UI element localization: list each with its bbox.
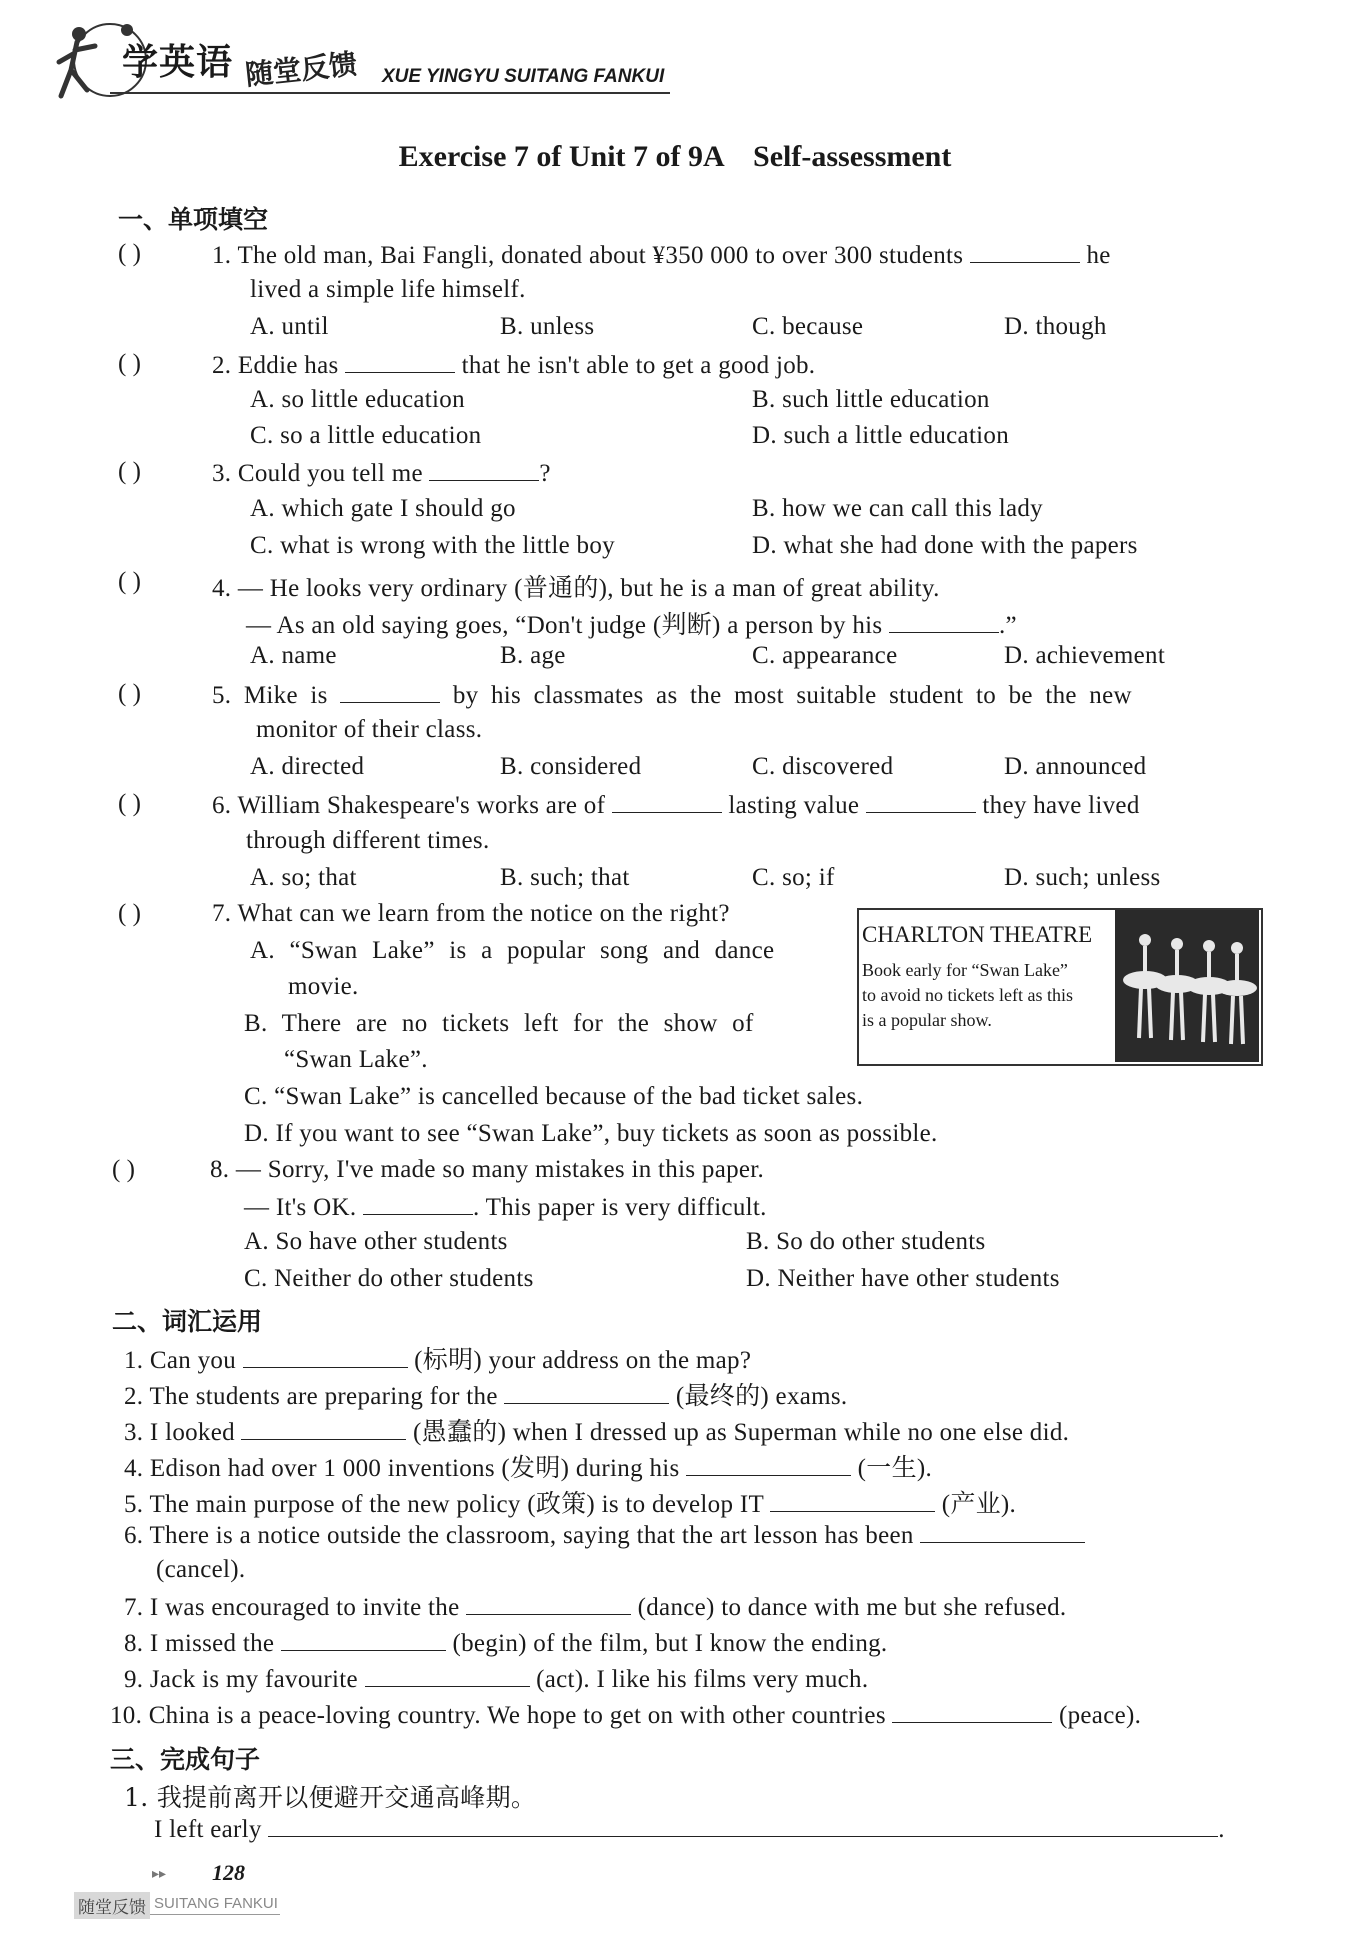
q1-option-a: A. until [250, 313, 329, 340]
question-7: 7. What can we learn from the notice on the right? [212, 900, 730, 927]
question-4: 4. — He looks very ordinary (普通的), but he is a man of great ability. [212, 575, 940, 602]
notice-line-3: is a popular show. [862, 1010, 992, 1030]
vocab-item-4: 4. Edison had over 1 000 inventions (发明) during his (一生). [124, 1455, 933, 1482]
answer-blank[interactable] [970, 240, 1080, 263]
page-title: Exercise 7 of Unit 7 of 9A Self-assessment [398, 140, 952, 173]
q1-option-d: D. though [1004, 313, 1107, 340]
brand-pinyin: XUE YINGYU SUITANG FANKUI [382, 66, 665, 87]
answer-blank[interactable] [281, 1628, 446, 1651]
q2-option-c: C. so a little education [250, 422, 482, 449]
answer-blank[interactable] [243, 1345, 408, 1368]
q5-option-c: C. discovered [752, 753, 894, 780]
q2-option-b: B. such little education [752, 386, 990, 413]
answer-blank[interactable] [466, 1592, 631, 1615]
answer-blank[interactable] [892, 1700, 1052, 1723]
question-3: 3. Could you tell me ? [212, 460, 551, 487]
ballet-dancers-photo [1115, 910, 1259, 1062]
q2-option-d: D. such a little education [752, 422, 1010, 449]
question-8-reply: — It's OK. . This paper is very difficult. [244, 1194, 767, 1221]
q7-option-c: C. “Swan Lake” is cancelled because of the bad ticket sales. [244, 1083, 864, 1110]
question-5-cont: monitor of their class. [256, 716, 483, 743]
vocab-item-9: 9. Jack is my favourite (act). I like his films very much. [124, 1666, 869, 1693]
q3-option-b: B. how we can call this lady [752, 495, 1043, 522]
q6-option-c: C. so; if [752, 864, 835, 891]
q5-option-d: D. announced [1004, 753, 1147, 780]
answer-blank[interactable] [920, 1520, 1085, 1543]
answer-blank[interactable] [365, 1664, 530, 1687]
answer-blank[interactable] [241, 1417, 406, 1440]
footer-tag-pinyin: SUITANG FANKUI [154, 1895, 278, 1912]
answer-blank[interactable] [429, 458, 539, 481]
answer-bracket[interactable]: ( ) [118, 240, 141, 267]
answer-blank[interactable] [504, 1381, 669, 1404]
answer-blank[interactable] [889, 610, 999, 633]
brand-subtitle: 随堂反馈 [243, 47, 359, 92]
question-6: 6. William Shakespeare's works are of lasting value they have lived [212, 792, 1140, 819]
vocab-item-5: 5. The main purpose of the new policy (政策) is to develop IT (产业). [124, 1491, 1017, 1518]
q8-option-c: C. Neither do other students [244, 1265, 534, 1292]
answer-blank[interactable] [866, 790, 976, 813]
page-number: 128 [212, 1860, 245, 1885]
question-5: 5. Mike is by his classmates as the most suitable student to be the new [212, 682, 1132, 709]
footer-tag: 随堂反馈 [74, 1892, 150, 1919]
answer-bracket[interactable]: ( ) [112, 1156, 135, 1183]
q3-option-c: C. what is wrong with the little boy [250, 532, 615, 559]
q5-option-a: A. directed [250, 753, 365, 780]
q7-option-b: B. There are no tickets left for the show of [244, 1010, 754, 1037]
q4-option-d: D. achievement [1004, 642, 1166, 669]
question-1: 1. The old man, Bai Fangli, donated about ¥350 000 to over 300 students he [212, 242, 1111, 269]
answer-bracket[interactable]: ( ) [118, 568, 141, 595]
q4-option-c: C. appearance [752, 642, 898, 669]
q6-option-b: B. such; that [500, 864, 630, 891]
vocab-item-1: 1. Can you (标明) your address on the map? [124, 1347, 752, 1374]
q8-option-b: B. So do other students [746, 1228, 986, 1255]
brand-name: 学英语 [122, 42, 234, 83]
q8-option-a: A. So have other students [244, 1228, 508, 1255]
q6-option-d: D. such; unless [1004, 864, 1161, 891]
translation-prompt-1: 1. 我提前离开以便避开交通高峰期。 [124, 1783, 537, 1812]
q3-option-a: A. which gate I should go [250, 495, 516, 522]
vocab-item-3: 3. I looked (愚蠢的) when I dressed up as Superman while no one else did. [124, 1419, 1070, 1446]
answer-blank[interactable] [340, 680, 440, 703]
footer-arrows-icon: ▸▸ [152, 1866, 167, 1882]
q5-option-b: B. considered [500, 753, 642, 780]
answer-bracket[interactable]: ( ) [118, 680, 141, 707]
q7-option-b-cont: “Swan Lake”. [284, 1046, 428, 1073]
vocab-item-6-cont: (cancel). [156, 1556, 246, 1583]
vocab-item-8: 8. I missed the (begin) of the film, but I know the ending. [124, 1630, 888, 1657]
answer-bracket[interactable]: ( ) [118, 790, 141, 817]
q7-option-a-cont: movie. [288, 973, 359, 1000]
q7-option-d: D. If you want to see “Swan Lake”, buy tickets as soon as possible. [244, 1120, 938, 1147]
question-2: 2. Eddie has that he isn't able to get a good job. [212, 352, 816, 379]
question-6-cont: through different times. [246, 827, 490, 854]
notice-title: CHARLTON THEATRE [862, 922, 1093, 947]
vocab-item-7: 7. I was encouraged to invite the (dance) to dance with me but she refused. [124, 1594, 1067, 1621]
footer-divider [150, 1914, 280, 1915]
q8-option-d: D. Neither have other students [746, 1265, 1060, 1292]
answer-blank[interactable] [345, 350, 455, 373]
q3-option-d: D. what she had done with the papers [752, 532, 1138, 559]
answer-bracket[interactable]: ( ) [118, 458, 141, 485]
answer-blank[interactable] [770, 1489, 935, 1512]
answer-bracket[interactable]: ( ) [118, 350, 141, 377]
vocab-item-10: 10. China is a peace-loving country. We hope to get on with other countries (peace). [110, 1702, 1142, 1729]
q4-option-a: A. name [250, 642, 337, 669]
notice-line-1: Book early for “Swan Lake” [862, 960, 1068, 980]
q6-option-a: A. so; that [250, 864, 357, 891]
header-divider [110, 92, 670, 94]
answer-blank[interactable] [363, 1192, 473, 1215]
answer-bracket[interactable]: ( ) [118, 900, 141, 927]
q1-option-c: C. because [752, 313, 864, 340]
q2-option-a: A. so little education [250, 386, 465, 413]
translation-answer-1: I left early . [154, 1816, 1225, 1843]
vocab-item-6: 6. There is a notice outside the classroom, saying that the art lesson has been [124, 1520, 1085, 1550]
section-heading-1: 一、单项填空 [118, 205, 269, 234]
notice-line-2: to avoid no tickets left as this [862, 985, 1073, 1005]
section-heading-2: 二、词汇运用 [112, 1307, 263, 1336]
section-heading-3: 三、完成句子 [110, 1745, 261, 1774]
q1-option-b: B. unless [500, 313, 595, 340]
q4-option-b: B. age [500, 642, 566, 669]
answer-line[interactable] [268, 1814, 1218, 1837]
answer-blank[interactable] [686, 1453, 851, 1476]
q7-option-a: A. “Swan Lake” is a popular song and dance [250, 937, 775, 964]
question-8: 8. — Sorry, I've made so many mistakes in this paper. [210, 1156, 765, 1183]
question-1-cont: lived a simple life himself. [250, 276, 526, 303]
vocab-item-2: 2. The students are preparing for the (最终的) exams. [124, 1383, 848, 1410]
question-4-reply: — As an old saying goes, “Don't judge (判断) a person by his .” [246, 612, 1017, 639]
answer-blank[interactable] [612, 790, 722, 813]
